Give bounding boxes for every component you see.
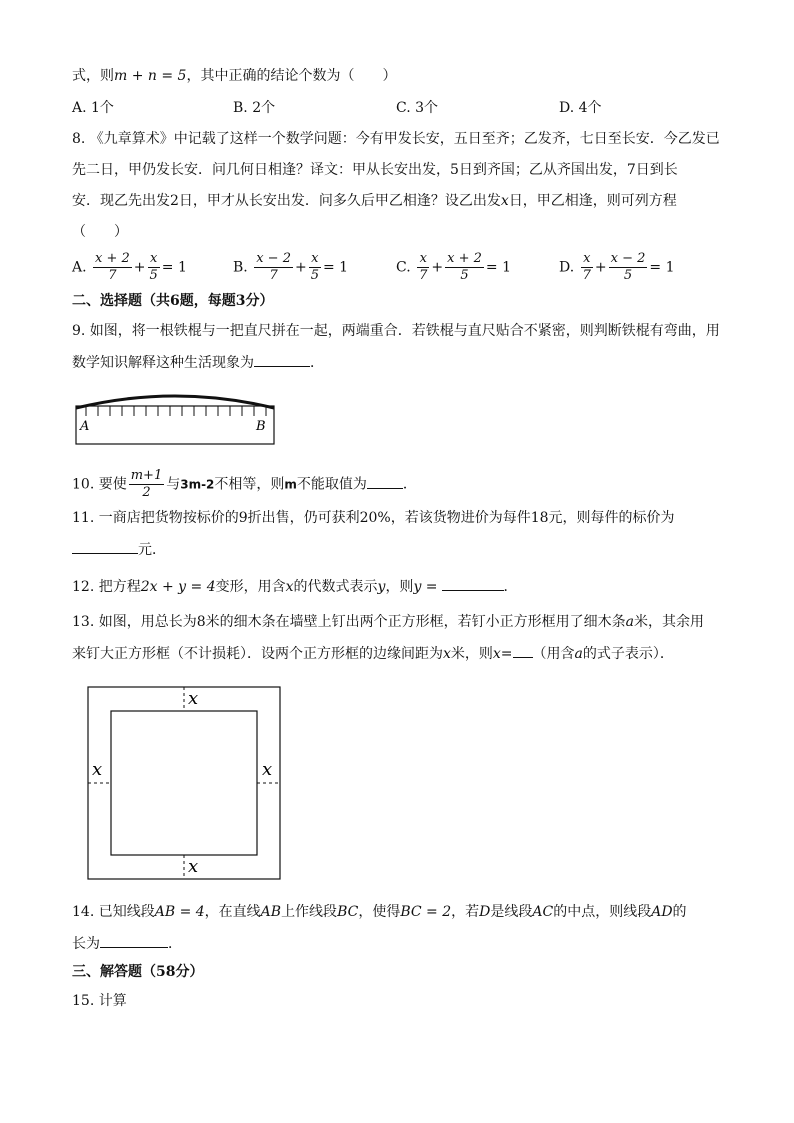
q14-text: 14. 已知线段 <box>72 904 155 920</box>
q8-option-b-frac1 <box>254 251 293 284</box>
q7-tail-text: 式，则 <box>72 68 114 84</box>
answer-blank[interactable] <box>442 576 504 591</box>
q8-option-c-frac1 <box>417 251 429 284</box>
q13-var-a2: a <box>574 646 583 662</box>
q11-line1: 11. 一商店把货物按标价的9折出售，仍可获利20%，若该货物进价为每件18元，则每件的标价为 <box>72 510 675 526</box>
q12-text3: 的代数式表示 <box>293 579 378 595</box>
q13-end: 的式子表示）． <box>582 646 674 662</box>
equals-one: = 1 <box>485 259 511 276</box>
q8-line3-end: 日，甲乙相逢，则可列方程 <box>508 193 677 209</box>
q8-line2: 先二日，甲仍发长安．问几何日相逢？译文：甲从长安出发，5日到齐国；乙从齐国出发，7日到长 <box>72 162 678 178</box>
spacing-markers <box>88 687 280 879</box>
q14-point-d: D <box>479 904 491 920</box>
q12-equation: 2x + y = 4 <box>140 579 216 595</box>
q13-x-equals: x= <box>492 646 513 662</box>
q8-var-x: x <box>500 193 509 209</box>
squares-figure <box>84 683 284 883</box>
q14-length-text: 长为 <box>72 936 100 952</box>
q13-text5: （用含 <box>532 646 575 662</box>
q14-eq-bc: BC = 2 <box>400 904 452 920</box>
q9-line2 <box>72 352 324 373</box>
q8-option-c[interactable] <box>396 251 511 284</box>
q8-option-a-frac2 <box>148 251 160 284</box>
q10-end: ． <box>402 476 417 493</box>
frac-numerator: x + 2 <box>447 251 482 266</box>
q11-line2 <box>72 539 166 560</box>
q12-y-equals: y = <box>413 579 438 595</box>
q8-option-c-frac2 <box>445 251 484 284</box>
frac-numerator: x <box>148 251 160 268</box>
q8-option-c-label: C. <box>396 259 411 276</box>
q12-text4: ，则 <box>385 579 414 595</box>
answer-blank[interactable] <box>100 933 168 948</box>
frac-numerator: m+1 <box>130 468 163 483</box>
q9-line2-text: 数学知识解释这种生活现象为 <box>72 355 254 371</box>
equals-one: = 1 <box>649 259 675 276</box>
frac-denominator: 5 <box>460 268 469 283</box>
q8-option-b-label: B. <box>233 259 248 276</box>
gap-label-right: x <box>262 759 273 780</box>
q7-option-b[interactable]: B. 2个 <box>233 100 276 116</box>
ruler-figure <box>70 386 282 448</box>
q14-text3: 上作线段 <box>281 904 338 920</box>
q10-text3: 不能取值为 <box>296 476 367 493</box>
small-square <box>111 711 257 855</box>
equals-one: = 1 <box>322 259 349 276</box>
q8-option-a[interactable] <box>72 251 187 284</box>
equals-one: = 1 <box>161 259 187 276</box>
q9-line1: 9. 如图，将一根铁棍与一把直尺拼在一起，两端重合．若铁棍与直尺贴合不紧密，则判断铁棍有弯曲，用 <box>72 323 720 339</box>
q10-expression: 3m-2 <box>180 477 215 492</box>
q13-text4: 米，则 <box>450 646 493 662</box>
q14-seg-ad: AD <box>651 904 673 920</box>
gap-label-bottom: x <box>188 856 199 877</box>
answer-blank[interactable] <box>367 474 403 489</box>
q8-line3-text: 安．现乙先出发2日，甲才从长安出发．问多久后甲乙相逢？设乙出发 <box>72 193 501 209</box>
q12-text: 12. 把方程 <box>72 579 141 595</box>
gap-label-top: x <box>188 688 199 709</box>
q13-line1 <box>72 612 704 632</box>
plus-sign: + <box>594 259 607 276</box>
q8-option-b[interactable] <box>233 251 348 284</box>
ruler-label-a: A <box>80 419 90 434</box>
frac-denominator: 7 <box>108 268 117 283</box>
gap-label-left: x <box>92 759 103 780</box>
q13-text: 13. 如图，用总长为8米的细木条在墙壁上钉出两个正方形框，若钉小正方形框用了细木条 <box>72 614 626 630</box>
q13-var-x: x <box>443 646 451 662</box>
plus-sign: + <box>294 259 307 276</box>
q8-option-d-frac1 <box>581 251 593 284</box>
q8-option-d[interactable] <box>559 251 675 284</box>
q10-text: 10. 要使 <box>72 476 127 493</box>
q14-line1 <box>72 902 687 922</box>
q14-end: ． <box>168 936 182 952</box>
frac-denominator: 7 <box>419 268 428 283</box>
q10-line <box>72 468 417 501</box>
q8-line3 <box>72 191 677 211</box>
q8-line4: （ ） <box>72 224 128 240</box>
frac-numerator: x <box>417 251 429 268</box>
plus-sign: + <box>431 259 444 276</box>
q7-tail-question: ，其中正确的结论个数为（ ） <box>186 68 397 84</box>
q14-text2: ，在直线 <box>204 904 261 920</box>
q8-option-a-label: A. <box>72 259 87 276</box>
ruler-ticks <box>86 406 266 416</box>
q8-option-b-frac2 <box>309 251 321 284</box>
q13-text2: 米，其余用 <box>633 614 704 630</box>
q15-line: 15. 计算 <box>72 993 127 1009</box>
ruler-body <box>76 406 274 444</box>
q10-text2: 不相等，则 <box>214 476 285 493</box>
frac-numerator: x + 2 <box>95 251 130 266</box>
q7-option-a[interactable]: A. 1个 <box>72 100 114 116</box>
q7-tail-math: m + n = 5 <box>114 68 187 84</box>
q8-option-a-frac1 <box>93 251 132 284</box>
q13-var-a: a <box>625 614 634 630</box>
q9-line2-end: ． <box>310 355 324 371</box>
plus-sign: + <box>133 259 146 276</box>
large-square <box>88 687 280 879</box>
frac-denominator: 7 <box>582 268 591 283</box>
q10-with: 与 <box>166 476 181 493</box>
q14-seg-ac: AC <box>532 904 554 920</box>
q8-option-d-label: D. <box>559 259 575 276</box>
frac-denominator: 5 <box>149 268 158 283</box>
q12-var-y: y <box>377 579 386 595</box>
q14-text8: 的 <box>672 904 687 920</box>
q14-text4: ，使得 <box>358 904 401 920</box>
frac-numerator: x <box>309 251 321 268</box>
q7-option-d[interactable]: D. 4个 <box>559 100 602 116</box>
frac-denominator: 7 <box>269 268 278 283</box>
q14-text7: 的中点，则线段 <box>553 904 652 920</box>
q14-seg-bc: BC <box>337 904 359 920</box>
answer-blank[interactable] <box>254 352 310 367</box>
q14-eq-ab: AB = 4 <box>154 904 205 920</box>
section-heading-2: 二、选择题（共6题，每题3分） <box>72 293 274 309</box>
frac-numerator: x − 2 <box>256 251 291 266</box>
frac-numerator: x <box>581 251 593 268</box>
q10-fraction <box>129 468 165 501</box>
q14-line2 <box>72 933 182 954</box>
q7-option-c[interactable]: C. 3个 <box>396 100 439 116</box>
ruler-label-b: B <box>256 419 266 434</box>
q7-tail <box>72 66 396 86</box>
frac-denominator: 5 <box>623 268 633 283</box>
q11-end: 元． <box>138 542 166 558</box>
q12-var-x: x <box>285 579 294 595</box>
q14-text6: 是线段 <box>490 904 533 920</box>
frac-denominator: 2 <box>142 485 151 500</box>
answer-blank[interactable] <box>72 539 138 554</box>
q14-text5: ，若 <box>451 904 480 920</box>
q10-var-m: m <box>284 477 297 492</box>
q13-text3: 来钉大正方形框（不计损耗）．设两个正方形框的边缘间距为 <box>72 646 443 662</box>
q12-line <box>72 576 518 597</box>
q14-seg-ab: AB <box>260 904 282 920</box>
q13-line2 <box>72 643 674 664</box>
q12-text2: 变形，用含 <box>215 579 286 595</box>
section-heading-3: 三、解答题（58分） <box>72 964 204 980</box>
q8-line1: 8. 《九章算术》中记载了这样一个数学问题：今有甲发长安，五日至齐；乙发齐，七日至长安．今乙发已 <box>72 131 720 147</box>
frac-numerator: x − 2 <box>610 251 646 266</box>
answer-blank[interactable] <box>513 643 533 658</box>
q8-option-d-frac2 <box>609 251 648 284</box>
q12-end: ． <box>503 579 518 595</box>
frac-denominator: 5 <box>310 268 319 283</box>
